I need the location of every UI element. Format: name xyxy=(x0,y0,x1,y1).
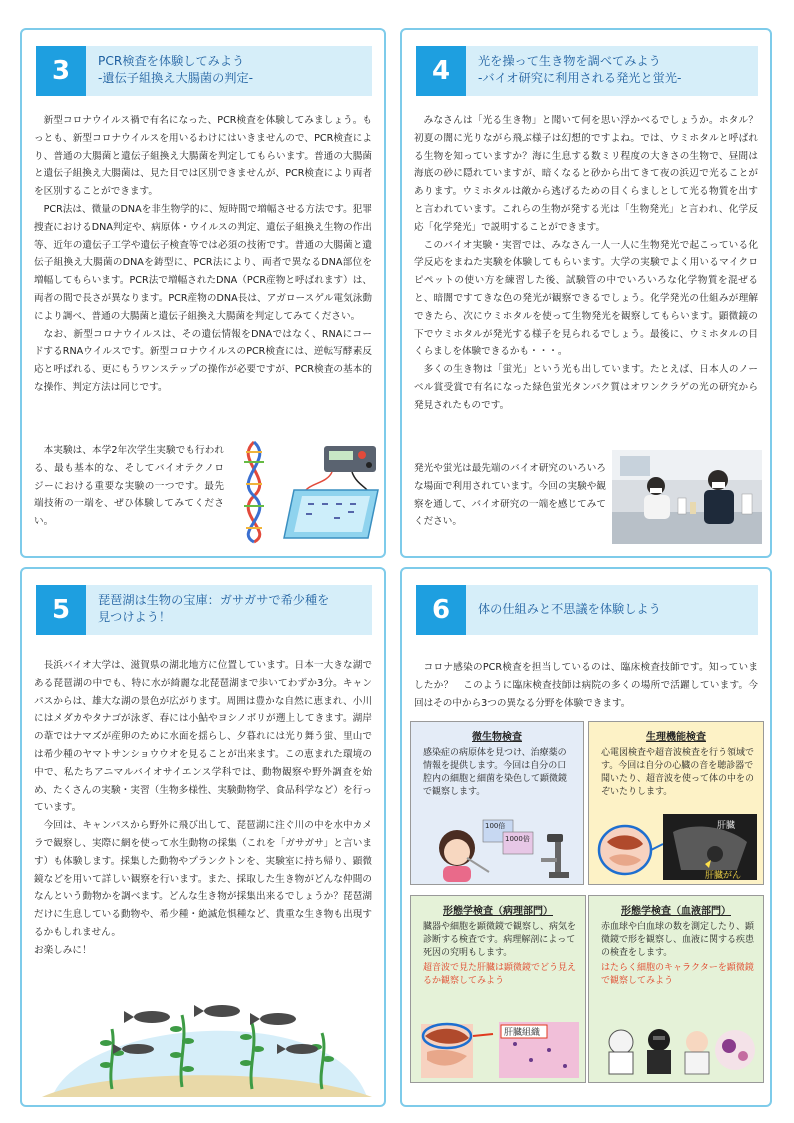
ultrasound-illustration xyxy=(597,812,759,882)
liver-cancer-label: 肝臓がん xyxy=(705,871,742,881)
section-6-title: 体の仕組みと不思議を体験しよう xyxy=(478,602,661,616)
section-3-paragraph: 新型コロナウイルス禍で有名になった、PCR検査を体験してみましょう。もっとも、新型コロナウイルスを用いるわけにはいきませんので、PCR検査により、普通の大腸菌と遺伝子組換え大腸菌を判定してもらいます。普通の大腸菌と遺伝子組換え大腸菌は、見た目では区別できませんが、PCR検査により両者を区別することができます。 xyxy=(34,115,372,198)
white-blood-cell-character-icon xyxy=(609,1030,633,1074)
section-3-header xyxy=(36,46,372,96)
section-5-title xyxy=(98,592,368,626)
section-4-paragraph: このバイオ実験・実習では、みなさん一人一人に生物発光で起こっている化学反応をまねた実験を体験してもらいます。大学の実験でよく用いるマイクロピペットの使い方を練習した後、試験管の中でいろいろな化学物質を混ぜると、暗闇ですてきな色の発光が観察できるでしょう。化学発光の仕組みが理解できたら、次にウミホタルを使って生物発光を観察してもらいます。顕微鏡の下でウミホタルが発光する様子を見られるでしょう。最後に、ウミホタルの目くらましを体験できるかも・・・。 xyxy=(414,239,758,358)
section-6-header xyxy=(416,585,758,635)
underwater-fish-illustration xyxy=(42,989,372,1097)
section-4-title xyxy=(478,53,754,87)
gel-tank-icon xyxy=(284,490,378,538)
section-3-paragraph: 本実験は、本学2年次学生実験でも行われる、最も基本的な、そしてバイオテクノロジーにおける重要な実験の一つです。最先端技術の一端を、ぜひ体験してみてください。 xyxy=(34,445,224,528)
section-6-panel xyxy=(400,567,772,1107)
lab-students-photo xyxy=(612,450,762,544)
section-5-header xyxy=(36,585,372,635)
section-5-title-line1: 琵琶湖は生物の宝庫：ガサガサで希少種を xyxy=(98,593,330,607)
killer-t-cell-character-icon xyxy=(647,1029,671,1074)
pathology-test-highlight: 超音波で見た肝臓は顕微鏡でどう見えるか観察してみよう xyxy=(423,963,577,986)
dna-helix-icon xyxy=(244,442,264,542)
section-6-intro xyxy=(414,659,758,712)
section-3-body xyxy=(34,112,372,397)
microbe-test-title: 微生物検査 xyxy=(472,732,522,743)
section-5-number: 5 xyxy=(36,585,86,635)
section-4-paragraph: 多くの生き物は「蛍光」という光も出しています。たとえば、日本人のノーベル賞受賞で有名になった緑色蛍光タンパク質はオワンクラゲの光の研究から発見されたものです。 xyxy=(414,364,758,411)
section-5-title-line2: 見つけよう！ xyxy=(98,610,172,624)
microscope-illustration xyxy=(431,816,571,882)
section-3-title xyxy=(98,53,368,87)
section-4-title-line2: -バイオ研究に利用される発光と蛍光- xyxy=(478,71,682,85)
section-3-paragraph: PCR法は、微量のDNAを非生物学的に、短時間で増幅させる方法です。犯罪捜査におけるDNA判定や、病原体・ウイルスの判定、遺伝子組換え生物の作出等、近年の遺伝子工学や遺伝子検査等では必須の技術です。普通の大腸菌と遺伝子組換え大腸菌のDNAを鋳型に、PCR法により、両者で異なるDNA部位を増幅してもらいます。PCR法で増幅されたDNA（PCR産物と呼ばれます）は、両者の間で長さが異なります。PCR産物のDNA長は、アガロースゲル電気泳動により調べ、普通の大腸菌と遺伝子組換え大腸菌を判定してみてください。 xyxy=(34,203,372,322)
section-4-paragraph: 発光や蛍光は最先端のバイオ研究のいろいろな場面で利用されています。今回の実験や観察を通して、バイオ研究の一端を感じてみてください。 xyxy=(414,463,606,528)
section-5-panel xyxy=(20,567,386,1107)
abdomen-organs-icon xyxy=(599,826,651,874)
section-3-title-line2: -遺伝子組換え大腸菌の判定- xyxy=(98,71,254,85)
section-3-closing-text xyxy=(34,442,224,531)
section-3-number: 3 xyxy=(36,46,86,96)
liver-organ-icon xyxy=(421,1024,473,1078)
microbe-test-box xyxy=(410,721,584,885)
liver-tissue-label: 肝臓組織 xyxy=(504,1028,541,1038)
section-4-panel xyxy=(400,28,772,558)
magnification-1000-label: 1000倍 xyxy=(505,835,530,843)
liver-label: 肝臓 xyxy=(717,821,736,831)
physiology-test-text: 心電図検査や超音波検査を行う領域です。今回は自分の心臓の音を聴診器で聞いたり、超音波を使って体の中をのぞいたりします。 xyxy=(601,748,755,797)
power-supply-icon xyxy=(324,446,376,472)
helper-t-cell-character-icon xyxy=(685,1031,709,1074)
physiology-test-box xyxy=(588,721,764,885)
section-5-closing: お楽しみに！ xyxy=(34,944,92,956)
section-4-closing-text xyxy=(414,460,606,531)
blood-test-box xyxy=(588,895,764,1083)
section-4-header xyxy=(416,46,758,96)
section-4-paragraph: みなさんは「光る生き物」と聞いて何を思い浮かべるでしょうか。ホタル？初夏の闇に光りながら飛ぶ様子は幻想的ですよね。では、ウミホタルと呼ばれる生物を知っていますか？海に生息する数ミリ程度の大きさの生物で、昼間は海底の砂に隠れていますが、暗くなると砂から出てきて夜の浜辺で光ることがあります。ウミホタルは敵から逃げるための目くらましとして光る物質を出すと言われています。これらの生物が発する光は「生物発光」と言われ、化学反応「化学発光」で説明することができます。 xyxy=(414,115,758,233)
blood-smear-icon xyxy=(715,1030,755,1070)
section-6-number: 6 xyxy=(416,585,466,635)
microscope-icon xyxy=(541,834,569,878)
section-5-paragraph: 今回は、キャンパスから野外に飛び出して、琵琶湖に注ぐ川の中を水中カメラで観察し、実際に網を使って水生動物の採集（これを「ガサガサ」と言います）も体験します。採集した動物やプランクトンを、実験室に持ち帰り、顕微鏡などを用いて詳しい観察を行います。また、採取した生き物がどんな仲間のなんという動物かを調べます。どんな生き物が採集出来るでしょうか？琵琶湖だけに生息している動物や、希少種・絶滅危惧種など、貴重な生き物も出現するかもしれません。 xyxy=(34,820,372,938)
physiology-test-title: 生理機能検査 xyxy=(646,732,706,743)
blood-test-text: 赤血球や白血球の数を測定したり、顕微鏡で形を観察し、血液に関する疾患の検査をします。 xyxy=(601,922,755,958)
pathology-test-box xyxy=(410,895,586,1083)
blood-cell-characters-illustration xyxy=(597,1020,759,1080)
section-3-paragraph: なお、新型コロナウイルスは、その遺伝情報をDNAではなく、RNAにコードするRNAウイルスです。新型コロナウイルスのPCR検査には、逆転写酵素反応と呼ばれる、更にもうワンステップの操作が必要ですが、PCR検査の基本的な操作、判定方法は同じです。 xyxy=(34,328,372,393)
section-3-panel xyxy=(20,28,386,558)
section-5-body xyxy=(34,657,372,960)
blood-test-highlight: はたらく細胞のキャラクターを顕微鏡で観察してみよう xyxy=(601,963,754,986)
magnification-100-label: 100倍 xyxy=(485,822,506,830)
liver-tissue-illustration xyxy=(419,1020,581,1080)
section-6-intro-text: コロナ感染のPCR検査を担当しているのは、臨床検査技師です。知っていましたか？ このように臨床検査技師は病院の多くの場所で活躍しています。今回はその中から3つの異なる分野を体験できます。 xyxy=(414,662,758,709)
pcr-dna-electrophoresis-illustration xyxy=(232,438,382,544)
section-4-body xyxy=(414,112,758,415)
section-4-number: 4 xyxy=(416,46,466,96)
section-4-title-line1: 光を操って生き物を調べてみよう xyxy=(478,54,661,68)
girl-face-icon xyxy=(439,830,489,882)
blood-test-title: 形態学検査（血液部門） xyxy=(621,906,731,917)
microbe-test-text: 感染症の病原体を見つけ、治療薬の情報を提供します。今回は自分の口腔内の細胞と細菌を染色して顕微鏡で観察します。 xyxy=(423,748,568,797)
pathology-test-title: 形態学検査（病理部門） xyxy=(443,906,553,917)
section-5-paragraph: 長浜バイオ大学は、滋賀県の湖北地方に位置しています。日本一大きな湖である琵琶湖の中でも、特に水が綺麗な北琵琶湖まで歩いてわずか3分。キャンパスからは、雄大な湖の景色が広がります。周囲は豊かな自然に恵まれ、小川にはメダカやタナゴが泳ぎ、春には小鮎やヨシノボリが遡上してきます。湖岸の葦ではナマズが産卵のために水面を揺らし、夕暮れには光り舞う蛍、里山では希少種のヤマトサンショウウオを見ることが出来ます。この恵まれた環境の中で、私たちアニマルバイオサイエンス学科では、動物観察や野外調査を始め、たくさんの実験・実習（生物多様性、実験動物学、食品科学など）を行っています。 xyxy=(34,660,372,814)
pathology-test-text: 臓器や細胞を顕微鏡で観察し、病気を診断する検査です。病理解剖によって死因の究明もします。 xyxy=(423,922,577,958)
arrow-icon xyxy=(473,1034,493,1036)
arrow-icon xyxy=(651,844,663,850)
section-3-title-line1: PCR検査を体験してみよう xyxy=(98,54,245,68)
